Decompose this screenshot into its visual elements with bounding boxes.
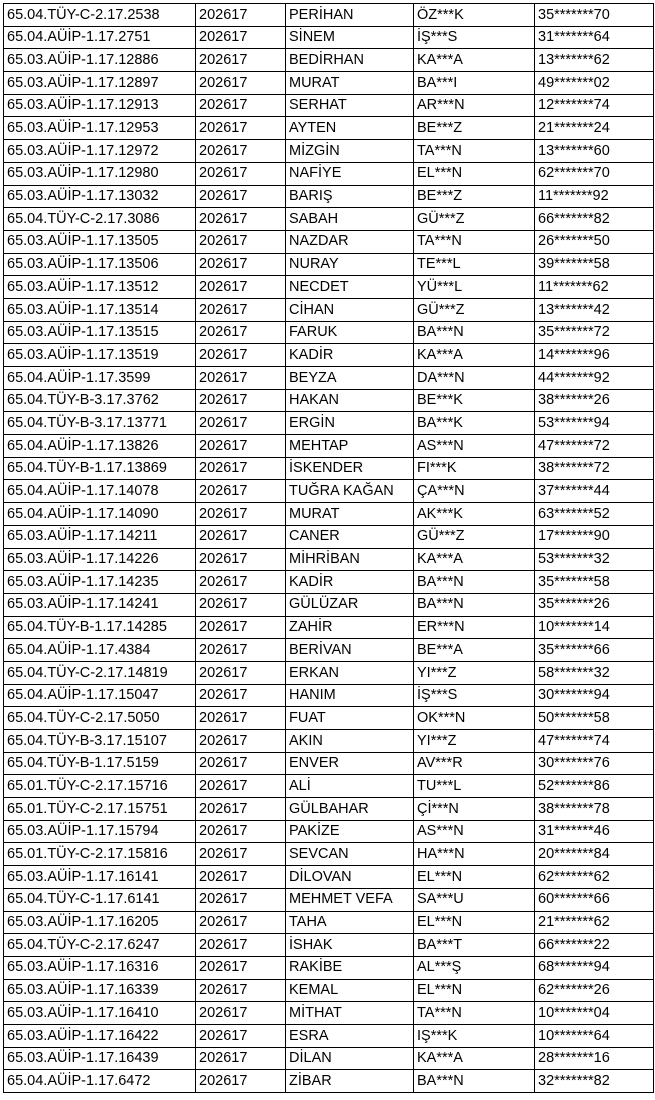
first-name-cell: SEVCAN (286, 843, 414, 866)
record-code-cell: 65.03.AÜİP-1.17.13505 (4, 230, 196, 253)
last-name-cell: Çİ***N (414, 798, 535, 821)
period-cell: 202617 (196, 616, 286, 639)
table-row (4, 162, 654, 185)
table-row (4, 72, 654, 95)
first-name-cell: MURAT (286, 72, 414, 95)
masked-id-cell: 52*******86 (535, 775, 654, 798)
period-cell: 202617 (196, 480, 286, 503)
period-cell: 202617 (196, 525, 286, 548)
masked-id-cell: 63*******52 (535, 503, 654, 526)
record-code-cell: 65.03.AÜİP-1.17.12980 (4, 162, 196, 185)
masked-id-cell: 20*******84 (535, 843, 654, 866)
first-name-cell: TAHA (286, 911, 414, 934)
period-cell: 202617 (196, 389, 286, 412)
masked-id-cell: 66*******82 (535, 208, 654, 231)
last-name-cell: FI***K (414, 457, 535, 480)
first-name-cell: FARUK (286, 321, 414, 344)
last-name-cell: IŞ***K (414, 1024, 535, 1047)
masked-id-cell: 58*******32 (535, 661, 654, 684)
last-name-cell: ÇA***N (414, 480, 535, 503)
masked-id-cell: 62*******70 (535, 162, 654, 185)
first-name-cell: BARIŞ (286, 185, 414, 208)
record-code-cell: 65.04.TÜY-B-3.17.15107 (4, 730, 196, 753)
record-code-cell: 65.04.AÜİP-1.17.13826 (4, 435, 196, 458)
record-code-cell: 65.04.AÜİP-1.17.15047 (4, 684, 196, 707)
record-code-cell: 65.04.TÜY-B-1.17.13869 (4, 457, 196, 480)
first-name-cell: CİHAN (286, 298, 414, 321)
first-name-cell: DİLOVAN (286, 866, 414, 889)
last-name-cell: TE***L (414, 253, 535, 276)
record-code-cell: 65.03.AÜİP-1.17.14226 (4, 548, 196, 571)
last-name-cell: YI***Z (414, 661, 535, 684)
record-code-cell: 65.04.AÜİP-1.17.4384 (4, 639, 196, 662)
masked-id-cell: 38*******78 (535, 798, 654, 821)
period-cell: 202617 (196, 1047, 286, 1070)
last-name-cell: KA***A (414, 1047, 535, 1070)
table-row (4, 1002, 654, 1025)
last-name-cell: BA***K (414, 412, 535, 435)
period-cell: 202617 (196, 1070, 286, 1093)
table-row (4, 94, 654, 117)
record-code-cell: 65.03.AÜİP-1.17.13506 (4, 253, 196, 276)
masked-id-cell: 62*******62 (535, 866, 654, 889)
table-row (4, 208, 654, 231)
first-name-cell: NURAY (286, 253, 414, 276)
last-name-cell: YÜ***L (414, 276, 535, 299)
record-code-cell: 65.03.AÜİP-1.17.16141 (4, 866, 196, 889)
table-row (4, 503, 654, 526)
record-code-cell: 65.03.AÜİP-1.17.14241 (4, 593, 196, 616)
period-cell: 202617 (196, 49, 286, 72)
table-row (4, 367, 654, 390)
last-name-cell: TA***N (414, 140, 535, 163)
table-row (4, 730, 654, 753)
table-row (4, 866, 654, 889)
masked-id-cell: 21*******62 (535, 911, 654, 934)
record-code-cell: 65.01.TÜY-C-2.17.15816 (4, 843, 196, 866)
first-name-cell: ZİBAR (286, 1070, 414, 1093)
masked-id-cell: 62*******26 (535, 979, 654, 1002)
records-table (3, 3, 654, 1093)
table-row (4, 1047, 654, 1070)
masked-id-cell: 35*******26 (535, 593, 654, 616)
table-row (4, 49, 654, 72)
period-cell: 202617 (196, 230, 286, 253)
record-code-cell: 65.03.AÜİP-1.17.12897 (4, 72, 196, 95)
period-cell: 202617 (196, 4, 286, 27)
last-name-cell: AK***K (414, 503, 535, 526)
period-cell: 202617 (196, 775, 286, 798)
masked-id-cell: 11*******62 (535, 276, 654, 299)
last-name-cell: BE***K (414, 389, 535, 412)
masked-id-cell: 11*******92 (535, 185, 654, 208)
record-code-cell: 65.03.AÜİP-1.17.16316 (4, 956, 196, 979)
last-name-cell: KA***A (414, 49, 535, 72)
table-row (4, 457, 654, 480)
records-table-body (4, 4, 654, 1093)
last-name-cell: GÜ***Z (414, 208, 535, 231)
period-cell: 202617 (196, 321, 286, 344)
period-cell: 202617 (196, 26, 286, 49)
record-code-cell: 65.04.TÜY-C-2.17.2538 (4, 4, 196, 27)
masked-id-cell: 35*******70 (535, 4, 654, 27)
last-name-cell: AS***N (414, 435, 535, 458)
first-name-cell: MİTHAT (286, 1002, 414, 1025)
masked-id-cell: 32*******82 (535, 1070, 654, 1093)
first-name-cell: GÜLBAHAR (286, 798, 414, 821)
period-cell: 202617 (196, 707, 286, 730)
record-code-cell: 65.01.TÜY-C-2.17.15751 (4, 798, 196, 821)
first-name-cell: NECDET (286, 276, 414, 299)
table-row (4, 321, 654, 344)
first-name-cell: BERİVAN (286, 639, 414, 662)
record-code-cell: 65.04.AÜİP-1.17.3599 (4, 367, 196, 390)
masked-id-cell: 39*******58 (535, 253, 654, 276)
first-name-cell: ERKAN (286, 661, 414, 684)
masked-id-cell: 50*******58 (535, 707, 654, 730)
first-name-cell: DİLAN (286, 1047, 414, 1070)
masked-id-cell: 60*******66 (535, 888, 654, 911)
last-name-cell: AR***N (414, 94, 535, 117)
table-row (4, 684, 654, 707)
record-code-cell: 65.03.AÜİP-1.17.13032 (4, 185, 196, 208)
record-code-cell: 65.03.AÜİP-1.17.13512 (4, 276, 196, 299)
last-name-cell: ER***N (414, 616, 535, 639)
table-row (4, 707, 654, 730)
last-name-cell: BE***A (414, 639, 535, 662)
period-cell: 202617 (196, 911, 286, 934)
first-name-cell: MİZGİN (286, 140, 414, 163)
period-cell: 202617 (196, 639, 286, 662)
first-name-cell: AYTEN (286, 117, 414, 140)
record-code-cell: 65.03.AÜİP-1.17.16339 (4, 979, 196, 1002)
last-name-cell: EL***N (414, 979, 535, 1002)
table-row (4, 1070, 654, 1093)
record-code-cell: 65.03.AÜİP-1.17.16410 (4, 1002, 196, 1025)
table-row (4, 26, 654, 49)
last-name-cell: KA***A (414, 344, 535, 367)
period-cell: 202617 (196, 820, 286, 843)
period-cell: 202617 (196, 956, 286, 979)
record-code-cell: 65.03.AÜİP-1.17.12886 (4, 49, 196, 72)
table-row (4, 593, 654, 616)
last-name-cell: BE***Z (414, 117, 535, 140)
period-cell: 202617 (196, 661, 286, 684)
last-name-cell: EL***N (414, 866, 535, 889)
period-cell: 202617 (196, 412, 286, 435)
period-cell: 202617 (196, 344, 286, 367)
period-cell: 202617 (196, 503, 286, 526)
last-name-cell: TU***L (414, 775, 535, 798)
last-name-cell: BA***N (414, 1070, 535, 1093)
period-cell: 202617 (196, 798, 286, 821)
last-name-cell: OK***N (414, 707, 535, 730)
first-name-cell: ERGİN (286, 412, 414, 435)
table-row (4, 571, 654, 594)
period-cell: 202617 (196, 435, 286, 458)
record-code-cell: 65.03.AÜİP-1.17.16422 (4, 1024, 196, 1047)
masked-id-cell: 17*******90 (535, 525, 654, 548)
record-code-cell: 65.03.AÜİP-1.17.14235 (4, 571, 196, 594)
record-code-cell: 65.03.AÜİP-1.17.15794 (4, 820, 196, 843)
period-cell: 202617 (196, 162, 286, 185)
last-name-cell: BA***N (414, 321, 535, 344)
table-row (4, 1024, 654, 1047)
table-row (4, 480, 654, 503)
table-row (4, 752, 654, 775)
table-row (4, 979, 654, 1002)
period-cell: 202617 (196, 888, 286, 911)
first-name-cell: KADİR (286, 571, 414, 594)
period-cell: 202617 (196, 367, 286, 390)
masked-id-cell: 30*******76 (535, 752, 654, 775)
first-name-cell: ESRA (286, 1024, 414, 1047)
masked-id-cell: 38*******26 (535, 389, 654, 412)
first-name-cell: KEMAL (286, 979, 414, 1002)
masked-id-cell: 53*******32 (535, 548, 654, 571)
record-code-cell: 65.04.TÜY-C-1.17.6141 (4, 888, 196, 911)
record-code-cell: 65.03.AÜİP-1.17.13519 (4, 344, 196, 367)
first-name-cell: İSKENDER (286, 457, 414, 480)
first-name-cell: BEDİRHAN (286, 49, 414, 72)
record-code-cell: 65.04.TÜY-B-3.17.13771 (4, 412, 196, 435)
last-name-cell: KA***A (414, 548, 535, 571)
record-code-cell: 65.03.AÜİP-1.17.12913 (4, 94, 196, 117)
record-code-cell: 65.03.AÜİP-1.17.12972 (4, 140, 196, 163)
period-cell: 202617 (196, 1002, 286, 1025)
record-code-cell: 65.01.TÜY-C-2.17.15716 (4, 775, 196, 798)
masked-id-cell: 47*******74 (535, 730, 654, 753)
table-row (4, 140, 654, 163)
table-row (4, 888, 654, 911)
period-cell: 202617 (196, 571, 286, 594)
table-row (4, 4, 654, 27)
period-cell: 202617 (196, 253, 286, 276)
period-cell: 202617 (196, 457, 286, 480)
record-code-cell: 65.03.AÜİP-1.17.14211 (4, 525, 196, 548)
masked-id-cell: 35*******72 (535, 321, 654, 344)
masked-id-cell: 30*******94 (535, 684, 654, 707)
period-cell: 202617 (196, 866, 286, 889)
table-row (4, 934, 654, 957)
masked-id-cell: 10*******64 (535, 1024, 654, 1047)
period-cell: 202617 (196, 298, 286, 321)
period-cell: 202617 (196, 548, 286, 571)
period-cell: 202617 (196, 593, 286, 616)
masked-id-cell: 21*******24 (535, 117, 654, 140)
record-code-cell: 65.04.AÜİP-1.17.14078 (4, 480, 196, 503)
first-name-cell: FUAT (286, 707, 414, 730)
masked-id-cell: 13*******62 (535, 49, 654, 72)
first-name-cell: HAKAN (286, 389, 414, 412)
last-name-cell: AL***Ş (414, 956, 535, 979)
last-name-cell: BE***Z (414, 185, 535, 208)
last-name-cell: İŞ***S (414, 26, 535, 49)
table-row (4, 389, 654, 412)
first-name-cell: BEYZA (286, 367, 414, 390)
first-name-cell: PERİHAN (286, 4, 414, 27)
masked-id-cell: 31*******64 (535, 26, 654, 49)
table-row (4, 298, 654, 321)
table-row (4, 185, 654, 208)
first-name-cell: NAFİYE (286, 162, 414, 185)
record-code-cell: 65.04.AÜİP-1.17.14090 (4, 503, 196, 526)
last-name-cell: GÜ***Z (414, 525, 535, 548)
masked-id-cell: 68*******94 (535, 956, 654, 979)
last-name-cell: EL***N (414, 911, 535, 934)
first-name-cell: CANER (286, 525, 414, 548)
first-name-cell: MEHTAP (286, 435, 414, 458)
table-row (4, 253, 654, 276)
table-row (4, 775, 654, 798)
table-row (4, 820, 654, 843)
period-cell: 202617 (196, 979, 286, 1002)
record-code-cell: 65.03.AÜİP-1.17.16439 (4, 1047, 196, 1070)
masked-id-cell: 26*******50 (535, 230, 654, 253)
record-code-cell: 65.04.TÜY-C-2.17.6247 (4, 934, 196, 957)
period-cell: 202617 (196, 684, 286, 707)
record-code-cell: 65.04.TÜY-C-2.17.14819 (4, 661, 196, 684)
last-name-cell: ÖZ***K (414, 4, 535, 27)
last-name-cell: İŞ***S (414, 684, 535, 707)
first-name-cell: MİHRİBAN (286, 548, 414, 571)
first-name-cell: KADİR (286, 344, 414, 367)
first-name-cell: AKIN (286, 730, 414, 753)
first-name-cell: ALİ (286, 775, 414, 798)
record-code-cell: 65.03.AÜİP-1.17.13514 (4, 298, 196, 321)
period-cell: 202617 (196, 117, 286, 140)
period-cell: 202617 (196, 730, 286, 753)
record-code-cell: 65.04.TÜY-B-1.17.14285 (4, 616, 196, 639)
table-row (4, 435, 654, 458)
record-code-cell: 65.03.AÜİP-1.17.16205 (4, 911, 196, 934)
first-name-cell: SABAH (286, 208, 414, 231)
table-row (4, 616, 654, 639)
table-row (4, 230, 654, 253)
record-code-cell: 65.04.AÜİP-1.17.6472 (4, 1070, 196, 1093)
period-cell: 202617 (196, 276, 286, 299)
first-name-cell: TUĞRA KAĞAN (286, 480, 414, 503)
table-row (4, 344, 654, 367)
masked-id-cell: 38*******72 (535, 457, 654, 480)
masked-id-cell: 66*******22 (535, 934, 654, 957)
last-name-cell: BA***N (414, 593, 535, 616)
masked-id-cell: 28*******16 (535, 1047, 654, 1070)
table-row (4, 911, 654, 934)
table-row (4, 661, 654, 684)
record-code-cell: 65.04.TÜY-B-3.17.3762 (4, 389, 196, 412)
record-code-cell: 65.03.AÜİP-1.17.12953 (4, 117, 196, 140)
last-name-cell: AS***N (414, 820, 535, 843)
table-row (4, 117, 654, 140)
record-code-cell: 65.04.TÜY-C-2.17.3086 (4, 208, 196, 231)
period-cell: 202617 (196, 208, 286, 231)
table-row (4, 843, 654, 866)
last-name-cell: TA***N (414, 230, 535, 253)
last-name-cell: HA***N (414, 843, 535, 866)
masked-id-cell: 31*******46 (535, 820, 654, 843)
first-name-cell: ZAHİR (286, 616, 414, 639)
masked-id-cell: 35*******66 (535, 639, 654, 662)
record-code-cell: 65.04.TÜY-C-2.17.5050 (4, 707, 196, 730)
masked-id-cell: 47*******72 (535, 435, 654, 458)
first-name-cell: PAKİZE (286, 820, 414, 843)
first-name-cell: SİNEM (286, 26, 414, 49)
first-name-cell: HANIM (286, 684, 414, 707)
period-cell: 202617 (196, 843, 286, 866)
masked-id-cell: 44*******92 (535, 367, 654, 390)
masked-id-cell: 14*******96 (535, 344, 654, 367)
table-row (4, 548, 654, 571)
record-code-cell: 65.03.AÜİP-1.17.13515 (4, 321, 196, 344)
first-name-cell: İSHAK (286, 934, 414, 957)
first-name-cell: MURAT (286, 503, 414, 526)
period-cell: 202617 (196, 752, 286, 775)
last-name-cell: BA***T (414, 934, 535, 957)
table-row (4, 798, 654, 821)
table-row (4, 525, 654, 548)
table-row (4, 956, 654, 979)
masked-id-cell: 10*******04 (535, 1002, 654, 1025)
masked-id-cell: 10*******14 (535, 616, 654, 639)
last-name-cell: BA***N (414, 571, 535, 594)
last-name-cell: BA***I (414, 72, 535, 95)
first-name-cell: SERHAT (286, 94, 414, 117)
first-name-cell: MEHMET VEFA (286, 888, 414, 911)
last-name-cell: YI***Z (414, 730, 535, 753)
first-name-cell: ENVER (286, 752, 414, 775)
first-name-cell: RAKİBE (286, 956, 414, 979)
last-name-cell: TA***N (414, 1002, 535, 1025)
record-code-cell: 65.04.TÜY-B-1.17.5159 (4, 752, 196, 775)
table-row (4, 276, 654, 299)
period-cell: 202617 (196, 140, 286, 163)
period-cell: 202617 (196, 934, 286, 957)
period-cell: 202617 (196, 94, 286, 117)
record-code-cell: 65.04.AÜİP-1.17.2751 (4, 26, 196, 49)
masked-id-cell: 53*******94 (535, 412, 654, 435)
last-name-cell: AV***R (414, 752, 535, 775)
table-row (4, 412, 654, 435)
last-name-cell: GÜ***Z (414, 298, 535, 321)
period-cell: 202617 (196, 1024, 286, 1047)
last-name-cell: DA***N (414, 367, 535, 390)
masked-id-cell: 37*******44 (535, 480, 654, 503)
first-name-cell: GÜLÜZAR (286, 593, 414, 616)
table-row (4, 639, 654, 662)
masked-id-cell: 49*******02 (535, 72, 654, 95)
masked-id-cell: 12*******74 (535, 94, 654, 117)
first-name-cell: NAZDAR (286, 230, 414, 253)
period-cell: 202617 (196, 185, 286, 208)
masked-id-cell: 13*******60 (535, 140, 654, 163)
last-name-cell: EL***N (414, 162, 535, 185)
masked-id-cell: 13*******42 (535, 298, 654, 321)
last-name-cell: SA***U (414, 888, 535, 911)
masked-id-cell: 35*******58 (535, 571, 654, 594)
period-cell: 202617 (196, 72, 286, 95)
